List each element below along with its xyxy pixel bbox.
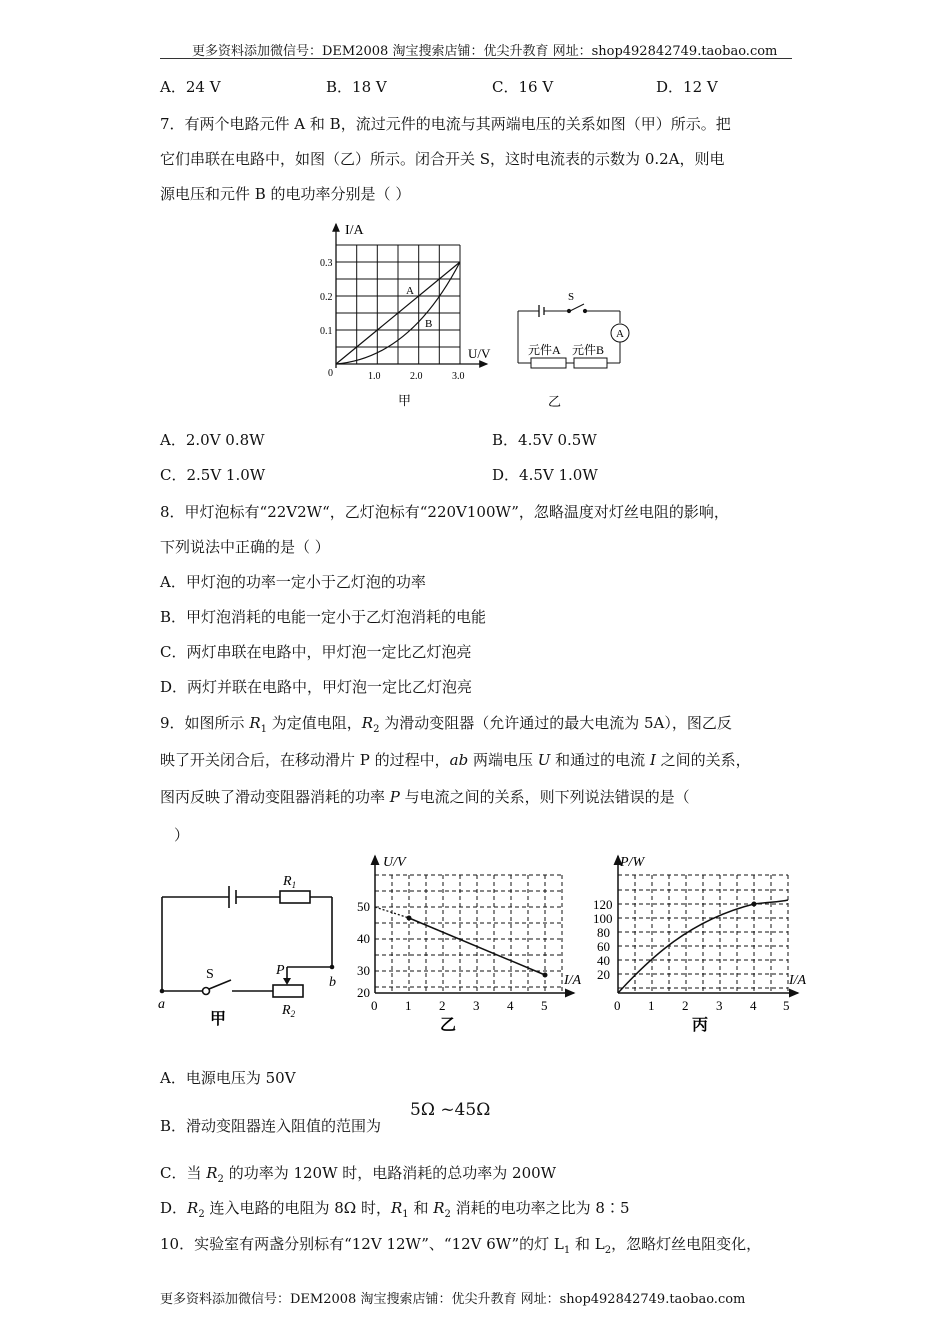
q9-pi-x-tick: 5: [783, 998, 790, 1013]
q9-pi-x-tick: 2: [682, 998, 689, 1013]
q9-ui-point: [543, 973, 548, 978]
q9-pi-point: [752, 902, 757, 907]
q9-pi-y-tick: 60: [597, 939, 610, 954]
q7-stem-line-1: 7．有两个电路元件 A 和 B，流过元件的电流与其两端电压的关系如图（甲）所示。把: [160, 115, 731, 133]
q9-stem-line-4: ）: [174, 826, 190, 844]
q9-ui-caption: 乙: [440, 1017, 457, 1034]
q9-pi-x-tick: 4: [750, 998, 757, 1013]
q9-switch-label: S: [206, 967, 214, 982]
q9-option-c: C．当 $R_2$ 的功率为 120W 时，电路消耗的总功率为 200W: [160, 1164, 557, 1185]
q6-option-b: B．18 V: [326, 78, 387, 96]
q9-ui-x-tick: 5: [541, 998, 548, 1013]
q7-option-c: C．2.5V 1.0W: [160, 466, 266, 484]
q9-ui-x-tick: 4: [507, 998, 514, 1013]
q7-iu-graph: [315, 218, 510, 413]
q9-circuit: [152, 868, 352, 1028]
q9-option-b: B．滑动变阻器连入阻值的范围为: [160, 1117, 382, 1135]
q9-slider-label: P: [276, 963, 285, 978]
q9-stem-line-2: 映了开关闭合后，在移动滑片 P 的过程中，ab 两端电压 U 和通过的电流 I 之间的关系，: [160, 751, 751, 769]
q7-curve-a-label: A: [406, 285, 414, 297]
q7-option-d: D．4.5V 1.0W: [492, 466, 598, 484]
q9-ui-y-tick: 50: [357, 899, 370, 914]
q9-ui-point: [407, 916, 412, 921]
q9-ui-y-label: U/V: [383, 855, 406, 870]
q7-x-tick: 1.0: [368, 371, 381, 382]
q9-ui-y-tick: 20: [357, 985, 370, 1000]
q8-stem-line-1: 8．甲灯泡标有“22V2W“，乙灯泡标有“220V100W”，忽略温度对灯丝电阻的影响，: [160, 503, 729, 521]
q7-circuit-caption: 乙: [548, 394, 562, 409]
q9-pi-x-label: I/A: [789, 973, 807, 988]
q9-pi-caption: 丙: [692, 1017, 709, 1034]
q7-stem-line-2: 它们串联在电路中，如图（乙）所示。闭合开关 S，这时电流表的示数为 0.2A，则电: [160, 150, 725, 168]
q9-option-a: A．电源电压为 50V: [160, 1069, 296, 1087]
q9-ui-x-tick: 0: [371, 998, 378, 1013]
q9-circuit-caption: 甲: [210, 1011, 227, 1028]
q7-y-label: I/A: [345, 223, 364, 238]
q9-stem-line-1: 9．如图所示 $R_1$ 为定值电阻，$R_2$ 为滑动变阻器（允许通过的最大电流为 5A），图乙反: [160, 714, 732, 735]
q7-origin: 0: [328, 368, 333, 379]
q7-option-a: A．2.0V 0.8W: [160, 431, 265, 449]
q9-option-b-formula: 5Ω ~45Ω: [410, 1100, 491, 1120]
q7-y-tick: 0.2: [320, 292, 333, 303]
q7-x-tick: 2.0: [410, 371, 423, 382]
q9-pi-x-tick: 0: [614, 998, 621, 1013]
q9-pi-y-tick: 120: [593, 897, 613, 912]
q9-pi-x-tick: 1: [648, 998, 655, 1013]
q9-ui-y-tick: 40: [357, 931, 370, 946]
q7-curve-b-label: B: [425, 318, 433, 330]
q7-y-tick: 0.1: [320, 326, 333, 337]
q9-pi-y-tick: 20: [597, 967, 610, 982]
header-divider: [160, 58, 792, 59]
q8-option-d: D．两灯并联在电路中，甲灯泡一定比乙灯泡亮: [160, 678, 473, 696]
q9-ui-graph: [352, 850, 587, 1040]
q9-ui-y-tick: 30: [357, 963, 370, 978]
q7-element-b-label: 元件B: [572, 343, 605, 357]
q9-pi-y-tick: 80: [597, 925, 610, 940]
q9-node-b: b: [329, 975, 336, 990]
page-footer: 更多资料添加微信号：DEM2008 淘宝搜索店铺：优尖升教育 网址：shop492842749.taobao.com: [160, 1292, 746, 1307]
q9-pi-y-label: P/W: [620, 855, 645, 870]
q9-pi-grid: [618, 875, 788, 993]
q9-option-d: D．$R_2$ 连入电路的电阻为 8Ω 时，$R_1$ 和 $R_2$ 消耗的电功率之比为 8∶5: [160, 1199, 630, 1220]
q9-ui-x-tick: 2: [439, 998, 446, 1013]
q7-ammeter-icon: A: [616, 328, 624, 340]
q9-slider-arrow-icon: [283, 978, 291, 985]
q7-element-a-label: 元件A: [528, 343, 561, 357]
q8-option-b: B．甲灯泡消耗的电能一定小于乙灯泡消耗的电能: [160, 608, 487, 626]
q8-option-a: A．甲灯泡的功率一定小于乙灯泡的功率: [160, 573, 426, 591]
q9-ui-x-tick: 1: [405, 998, 412, 1013]
q9-pi-y-tick: 100: [593, 911, 613, 926]
q9-pi-x-tick: 3: [716, 998, 723, 1013]
q7-graph-caption: 甲: [398, 393, 412, 408]
q7-switch-label: S: [568, 291, 575, 303]
q9-r1-label: $R_1$: [283, 874, 297, 890]
q9-ui-extrapolation: [375, 907, 409, 918]
q6-option-d: D．12 V: [656, 78, 718, 96]
page-header: 更多资料添加微信号：DEM2008 淘宝搜索店铺：优尖升教育 网址：shop492842749.taobao.com: [192, 44, 778, 59]
q9-ui-grid: [375, 875, 562, 993]
q10-stem-line-1: 10．实验室有两盏分别标有“12V 12W”、“12V 6W”的灯 $L_1$ 和 $L_2$，忽略灯丝电阻变化，: [160, 1235, 762, 1256]
q9-stem-line-3: 图丙反映了滑动变阻器消耗的功率 P 与电流之间的关系，则下列说法错误的是（: [160, 788, 690, 806]
q9-node-a: a: [158, 997, 165, 1012]
q8-option-c: C．两灯串联在电路中，甲灯泡一定比乙灯泡亮: [160, 643, 472, 661]
q9-pi-y-tick: 40: [597, 953, 610, 968]
q7-x-label: U/V: [468, 346, 491, 361]
q7-y-tick: 0.3: [320, 258, 333, 269]
q7-grid: [336, 245, 460, 364]
q9-pi-graph: [590, 850, 805, 1040]
q8-stem-line-2: 下列说法中正确的是（ ）: [160, 538, 330, 556]
q7-option-b: B．4.5V 0.5W: [492, 431, 597, 449]
q6-option-a: A．24 V: [160, 78, 221, 96]
q7-x-tick: 3.0: [452, 371, 465, 382]
q9-ui-x-label: I/A: [564, 973, 582, 988]
q7-circuit: [512, 288, 642, 413]
q6-option-c: C．16 V: [492, 78, 554, 96]
q9-ui-x-tick: 3: [473, 998, 480, 1013]
q9-r2-label: $R_2$: [282, 1003, 296, 1019]
q7-stem-line-3: 源电压和元件 B 的电功率分别是（ ）: [160, 185, 411, 203]
